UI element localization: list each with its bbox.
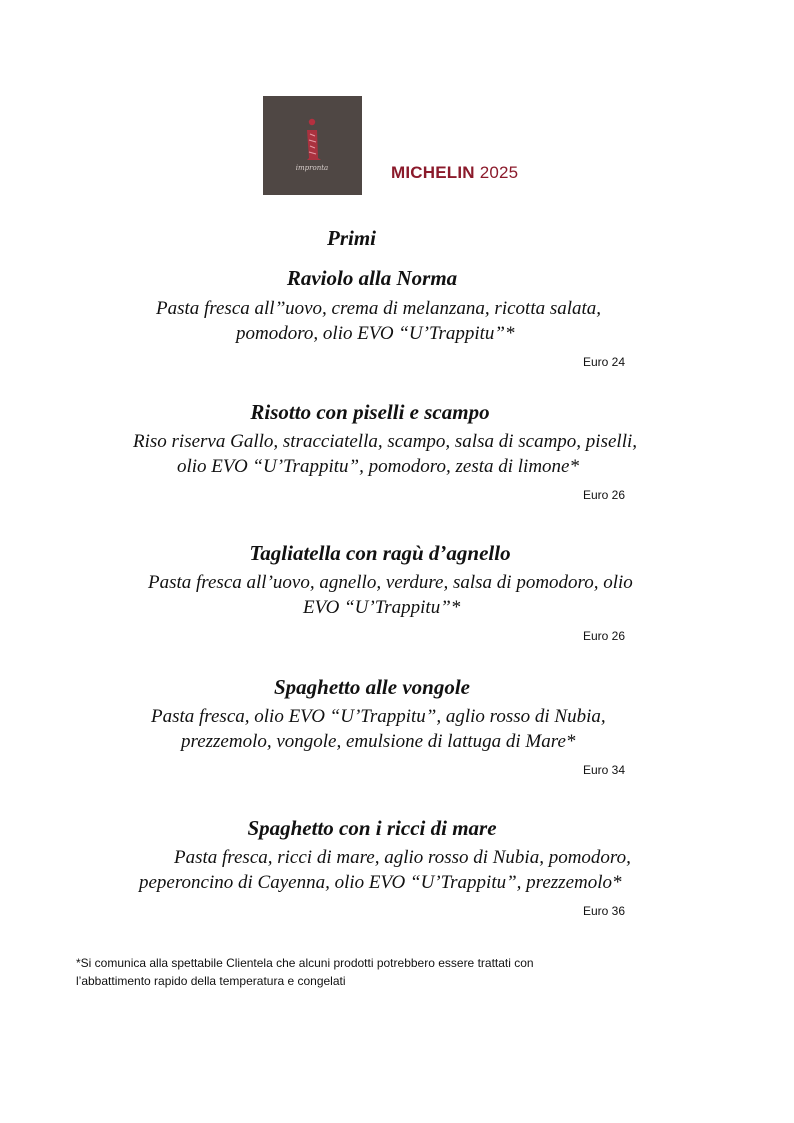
- allergen-footnote: [76, 954, 596, 990]
- dish-description: Pasta fresca, olio EVO “U’Trappitu”, aglio rosso di Nubia,: [151, 706, 606, 727]
- dish-price: Euro 24: [583, 355, 626, 369]
- dish-name: Spaghetto con i ricci di mare: [247, 816, 497, 840]
- dish-name: Raviolo alla Norma: [286, 266, 458, 290]
- dish-description: olio EVO “U’Trappitu”, pomodoro, zesta di limone*: [177, 456, 579, 477]
- dish-price: Euro 34: [583, 763, 626, 777]
- michelin-year: 2025: [479, 163, 519, 182]
- dish-description: peperoncino di Cayenna, olio EVO “U’Trappitu”, prezzemolo*: [139, 872, 622, 893]
- section-title: Primi: [327, 226, 377, 250]
- dish-name: Tagliatella con ragù d’agnello: [249, 541, 511, 565]
- dish-description: Pasta fresca, ricci di mare, aglio rosso di Nubia, pomodoro,: [174, 847, 631, 868]
- footnote-line: *Si comunica alla spettabile Clientela che alcuni prodotti potrebbero essere trattati con: [76, 956, 534, 970]
- restaurant-logo: [263, 96, 362, 195]
- logo-mark-icon: [263, 96, 362, 195]
- dish-description: pomodoro, olio EVO “U’Trappitu”*: [236, 323, 515, 344]
- dish-name: Spaghetto alle vongole: [274, 675, 470, 699]
- dish-description: Riso riserva Gallo, stracciatella, scampo, salsa di scampo, piselli,: [133, 431, 638, 452]
- dish-description: prezzemolo, vongole, emulsione di lattuga di Mare*: [181, 731, 576, 752]
- dish-description: Pasta fresca all’’uovo, crema di melanzana, ricotta salata,: [156, 298, 602, 319]
- michelin-brand: MICHELIN: [391, 163, 475, 182]
- dish-description: Pasta fresca all’uovo, agnello, verdure, salsa di pomodoro, olio: [148, 572, 633, 593]
- dish-price: Euro 26: [583, 629, 626, 643]
- dish-price: Euro 36: [583, 904, 626, 918]
- michelin-badge: [391, 163, 518, 183]
- footnote-line: l’abbattimento rapido della temperatura e congelati: [76, 974, 346, 988]
- dish-name: Risotto con piselli e scampo: [250, 400, 490, 424]
- svg-text:impronta: impronta: [295, 164, 329, 172]
- dish-price: Euro 26: [583, 488, 626, 502]
- dish-description: EVO “U’Trappitu”*: [303, 597, 461, 618]
